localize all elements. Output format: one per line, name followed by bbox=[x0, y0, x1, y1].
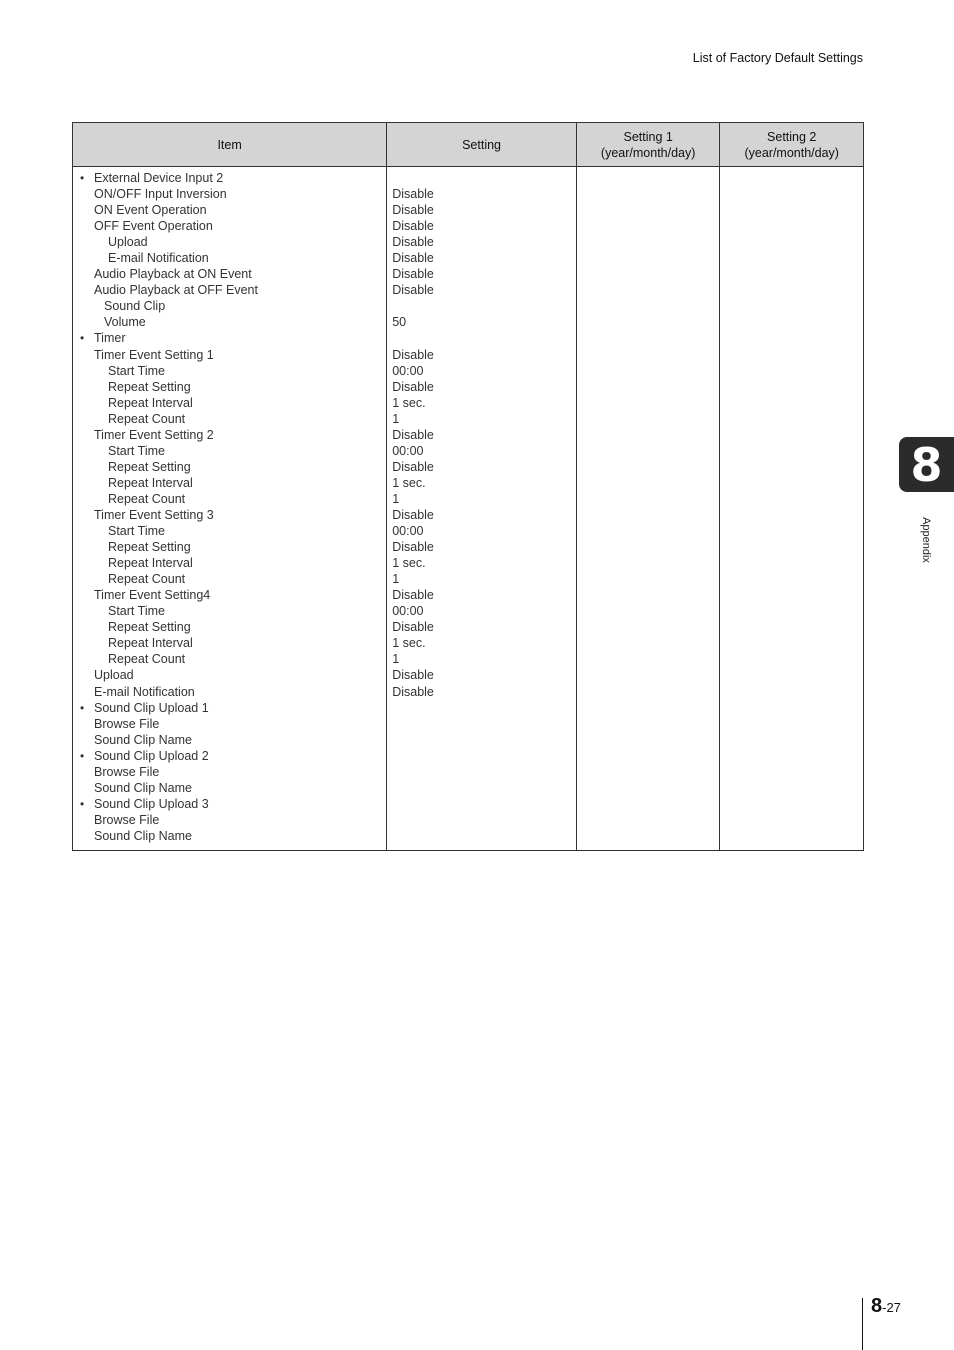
item-label: Repeat Interval bbox=[108, 636, 193, 651]
item-label: ON Event Operation bbox=[94, 203, 207, 218]
column-header-setting: Setting bbox=[387, 123, 577, 167]
table-row-setting: 1 bbox=[392, 572, 400, 587]
setting-column-cell bbox=[387, 167, 577, 851]
item-label: Upload bbox=[94, 668, 134, 683]
table-row-setting bbox=[387, 732, 576, 748]
item-label: Timer Event Setting4 bbox=[94, 588, 211, 603]
table-row-item bbox=[73, 587, 386, 603]
table-row-setting: Disable bbox=[392, 588, 434, 603]
table-row-setting: 1 sec. bbox=[392, 636, 426, 651]
table-row-item bbox=[73, 379, 386, 395]
table-row-setting: 00:00 bbox=[392, 524, 424, 539]
bullet-icon: • bbox=[80, 700, 85, 715]
column-header-setting-1-line1: Setting 1 bbox=[623, 129, 673, 144]
column-header-setting-2 bbox=[720, 123, 864, 167]
item-label: Sound Clip Upload 2 bbox=[94, 748, 209, 763]
column-header-setting-1-line2: (year/month/day) bbox=[600, 145, 696, 160]
setting-2-column-cell bbox=[720, 167, 864, 851]
table-row-setting: Disable bbox=[392, 620, 434, 635]
item-label: Audio Playback at ON Event bbox=[94, 267, 252, 282]
table-row-setting: 1 sec. bbox=[392, 395, 426, 410]
item-label: Audio Playback at OFF Event bbox=[94, 283, 258, 298]
table-row-setting: 50 bbox=[392, 315, 407, 330]
table-row-setting: Disable bbox=[392, 267, 434, 282]
page-number-chapter: 8 bbox=[871, 1295, 883, 1317]
table-row-item bbox=[73, 539, 386, 555]
table-row-setting: Disable bbox=[392, 251, 434, 266]
table-row-item bbox=[73, 330, 386, 346]
item-label: Browse File bbox=[94, 716, 160, 731]
table-row-setting: 00:00 bbox=[392, 604, 424, 619]
table-row-item bbox=[73, 411, 386, 427]
item-label: Sound Clip Name bbox=[94, 732, 192, 747]
table-row-item bbox=[73, 170, 386, 186]
item-label: Repeat Setting bbox=[108, 620, 191, 635]
item-label: Timer Event Setting 3 bbox=[94, 507, 214, 522]
table-row-setting bbox=[387, 298, 576, 314]
table-row-item bbox=[73, 619, 386, 635]
table-row-item bbox=[73, 443, 386, 459]
page-header-title: List of Factory Default Settings bbox=[692, 51, 863, 65]
chapter-side-label: Appendix bbox=[920, 517, 932, 563]
item-label: Repeat Count bbox=[108, 491, 186, 506]
table-row-setting bbox=[387, 812, 576, 828]
item-label: Timer Event Setting 1 bbox=[94, 347, 214, 362]
bullet-icon: • bbox=[80, 331, 85, 346]
item-label: Start Time bbox=[108, 443, 165, 458]
table-row-setting bbox=[387, 170, 576, 186]
item-label: Repeat Setting bbox=[108, 459, 191, 474]
table-row-setting: Disable bbox=[392, 283, 434, 298]
item-label: Repeat Setting bbox=[108, 379, 191, 394]
item-label: Browse File bbox=[94, 764, 160, 779]
table-row-item bbox=[73, 523, 386, 539]
item-label: Repeat Interval bbox=[108, 556, 193, 571]
item-label: Browse File bbox=[94, 812, 160, 827]
table-row-setting: 1 sec. bbox=[392, 475, 426, 490]
factory-defaults-table bbox=[72, 122, 864, 851]
table-row-item bbox=[73, 314, 386, 330]
table-row-item bbox=[73, 186, 386, 202]
table-row-item bbox=[73, 667, 386, 683]
item-label: ON/OFF Input Inversion bbox=[94, 187, 227, 202]
item-column-cell bbox=[73, 167, 387, 851]
item-label: Volume bbox=[104, 315, 146, 330]
table-row-setting bbox=[387, 828, 576, 844]
bullet-icon: • bbox=[80, 171, 85, 185]
table-row-item bbox=[73, 282, 386, 298]
table-row-setting bbox=[387, 796, 576, 812]
table-row-item bbox=[73, 732, 386, 748]
table-row-setting: 1 bbox=[392, 652, 400, 667]
table-row-item bbox=[73, 748, 386, 764]
bullet-icon: • bbox=[80, 748, 85, 763]
table-row-item bbox=[73, 427, 386, 443]
table-row-setting bbox=[387, 780, 576, 796]
table-row-setting bbox=[387, 700, 576, 716]
table-row-item bbox=[73, 571, 386, 587]
table-row-item bbox=[73, 812, 386, 828]
page-number bbox=[871, 1295, 901, 1318]
table-row-item bbox=[73, 635, 386, 651]
table-row-setting: Disable bbox=[392, 684, 434, 699]
table-row-item bbox=[73, 716, 386, 732]
chapter-tab-number: 8 bbox=[910, 437, 943, 492]
table-row-setting: Disable bbox=[392, 427, 434, 442]
table-row-setting: Disable bbox=[392, 459, 434, 474]
table-row-item bbox=[73, 475, 386, 491]
table-row-setting: Disable bbox=[392, 379, 434, 394]
table-row-item bbox=[73, 780, 386, 796]
item-label: Repeat Setting bbox=[108, 540, 191, 555]
table-row-setting: Disable bbox=[392, 219, 434, 234]
item-label: Start Time bbox=[108, 524, 165, 539]
table-row-item bbox=[73, 828, 386, 844]
table-row-item bbox=[73, 555, 386, 571]
table-row-item bbox=[73, 395, 386, 411]
table-row-setting bbox=[387, 764, 576, 780]
table-row-setting: Disable bbox=[392, 668, 434, 683]
table-row-setting bbox=[387, 748, 576, 764]
table-row-item bbox=[73, 603, 386, 619]
item-label: Repeat Interval bbox=[108, 395, 193, 410]
table-row-setting: 00:00 bbox=[392, 443, 424, 458]
table-row-item bbox=[73, 764, 386, 780]
item-label: Start Time bbox=[108, 604, 165, 619]
item-label: E-mail Notification bbox=[108, 251, 209, 266]
column-header-item: Item bbox=[73, 123, 387, 167]
table-row-item bbox=[73, 700, 386, 716]
column-header-setting-1 bbox=[576, 123, 720, 167]
table-row-setting: Disable bbox=[392, 347, 434, 362]
item-label: Timer Event Setting 2 bbox=[94, 427, 214, 442]
table-row-setting: Disable bbox=[392, 203, 434, 218]
table-row-item bbox=[73, 684, 386, 700]
item-label: Timer bbox=[94, 331, 126, 346]
table-row-setting: 1 bbox=[392, 491, 400, 506]
table-header-row bbox=[73, 123, 864, 167]
table-row-setting: Disable bbox=[392, 507, 434, 522]
table-row-item bbox=[73, 298, 386, 314]
item-label: Repeat Count bbox=[108, 652, 186, 667]
table-row-setting: 00:00 bbox=[392, 363, 424, 378]
table-row-setting: Disable bbox=[392, 540, 434, 555]
item-label: OFF Event Operation bbox=[94, 219, 213, 234]
item-label: Sound Clip Upload 1 bbox=[94, 700, 209, 715]
column-header-setting-2-line2: (year/month/day) bbox=[744, 145, 839, 160]
item-label: Repeat Count bbox=[108, 572, 186, 587]
table-row-item bbox=[73, 202, 386, 218]
item-label: Sound Clip Name bbox=[94, 828, 192, 843]
page-number-page: -27 bbox=[882, 1300, 901, 1315]
table-row-item bbox=[73, 651, 386, 667]
item-label: Sound Clip Name bbox=[94, 780, 192, 795]
item-label: Start Time bbox=[108, 363, 165, 378]
chapter-tab[interactable] bbox=[899, 437, 954, 492]
table-row-setting: 1 bbox=[392, 411, 400, 426]
setting-1-column-cell bbox=[576, 167, 720, 851]
table-row-item bbox=[73, 507, 386, 523]
table-row-setting: Disable bbox=[392, 235, 434, 250]
column-header-setting-2-line1: Setting 2 bbox=[767, 129, 817, 144]
item-label: Repeat Count bbox=[108, 411, 186, 426]
table-row-item bbox=[73, 347, 386, 363]
item-label: Sound Clip bbox=[104, 299, 166, 314]
table-row-item bbox=[73, 363, 386, 379]
table-row-setting: 1 sec. bbox=[392, 556, 426, 571]
table-row-setting: Disable bbox=[392, 187, 434, 202]
table-row-item bbox=[73, 459, 386, 475]
item-label: E-mail Notification bbox=[94, 684, 195, 699]
item-label: Repeat Interval bbox=[108, 475, 193, 490]
table-row-item bbox=[73, 250, 386, 266]
page-number-rule bbox=[862, 1298, 863, 1350]
item-label: Sound Clip Upload 3 bbox=[94, 796, 209, 811]
table-row-item bbox=[73, 491, 386, 507]
table-row-item bbox=[73, 796, 386, 812]
item-label: Upload bbox=[108, 235, 148, 250]
item-label: External Device Input 2 bbox=[94, 171, 224, 185]
table-row-item bbox=[73, 234, 386, 250]
table-row-item bbox=[73, 218, 386, 234]
table-row-setting bbox=[387, 330, 576, 346]
table-row-setting bbox=[387, 716, 576, 732]
table-row-item bbox=[73, 266, 386, 282]
bullet-icon: • bbox=[80, 796, 85, 811]
table-body-row bbox=[73, 167, 864, 851]
